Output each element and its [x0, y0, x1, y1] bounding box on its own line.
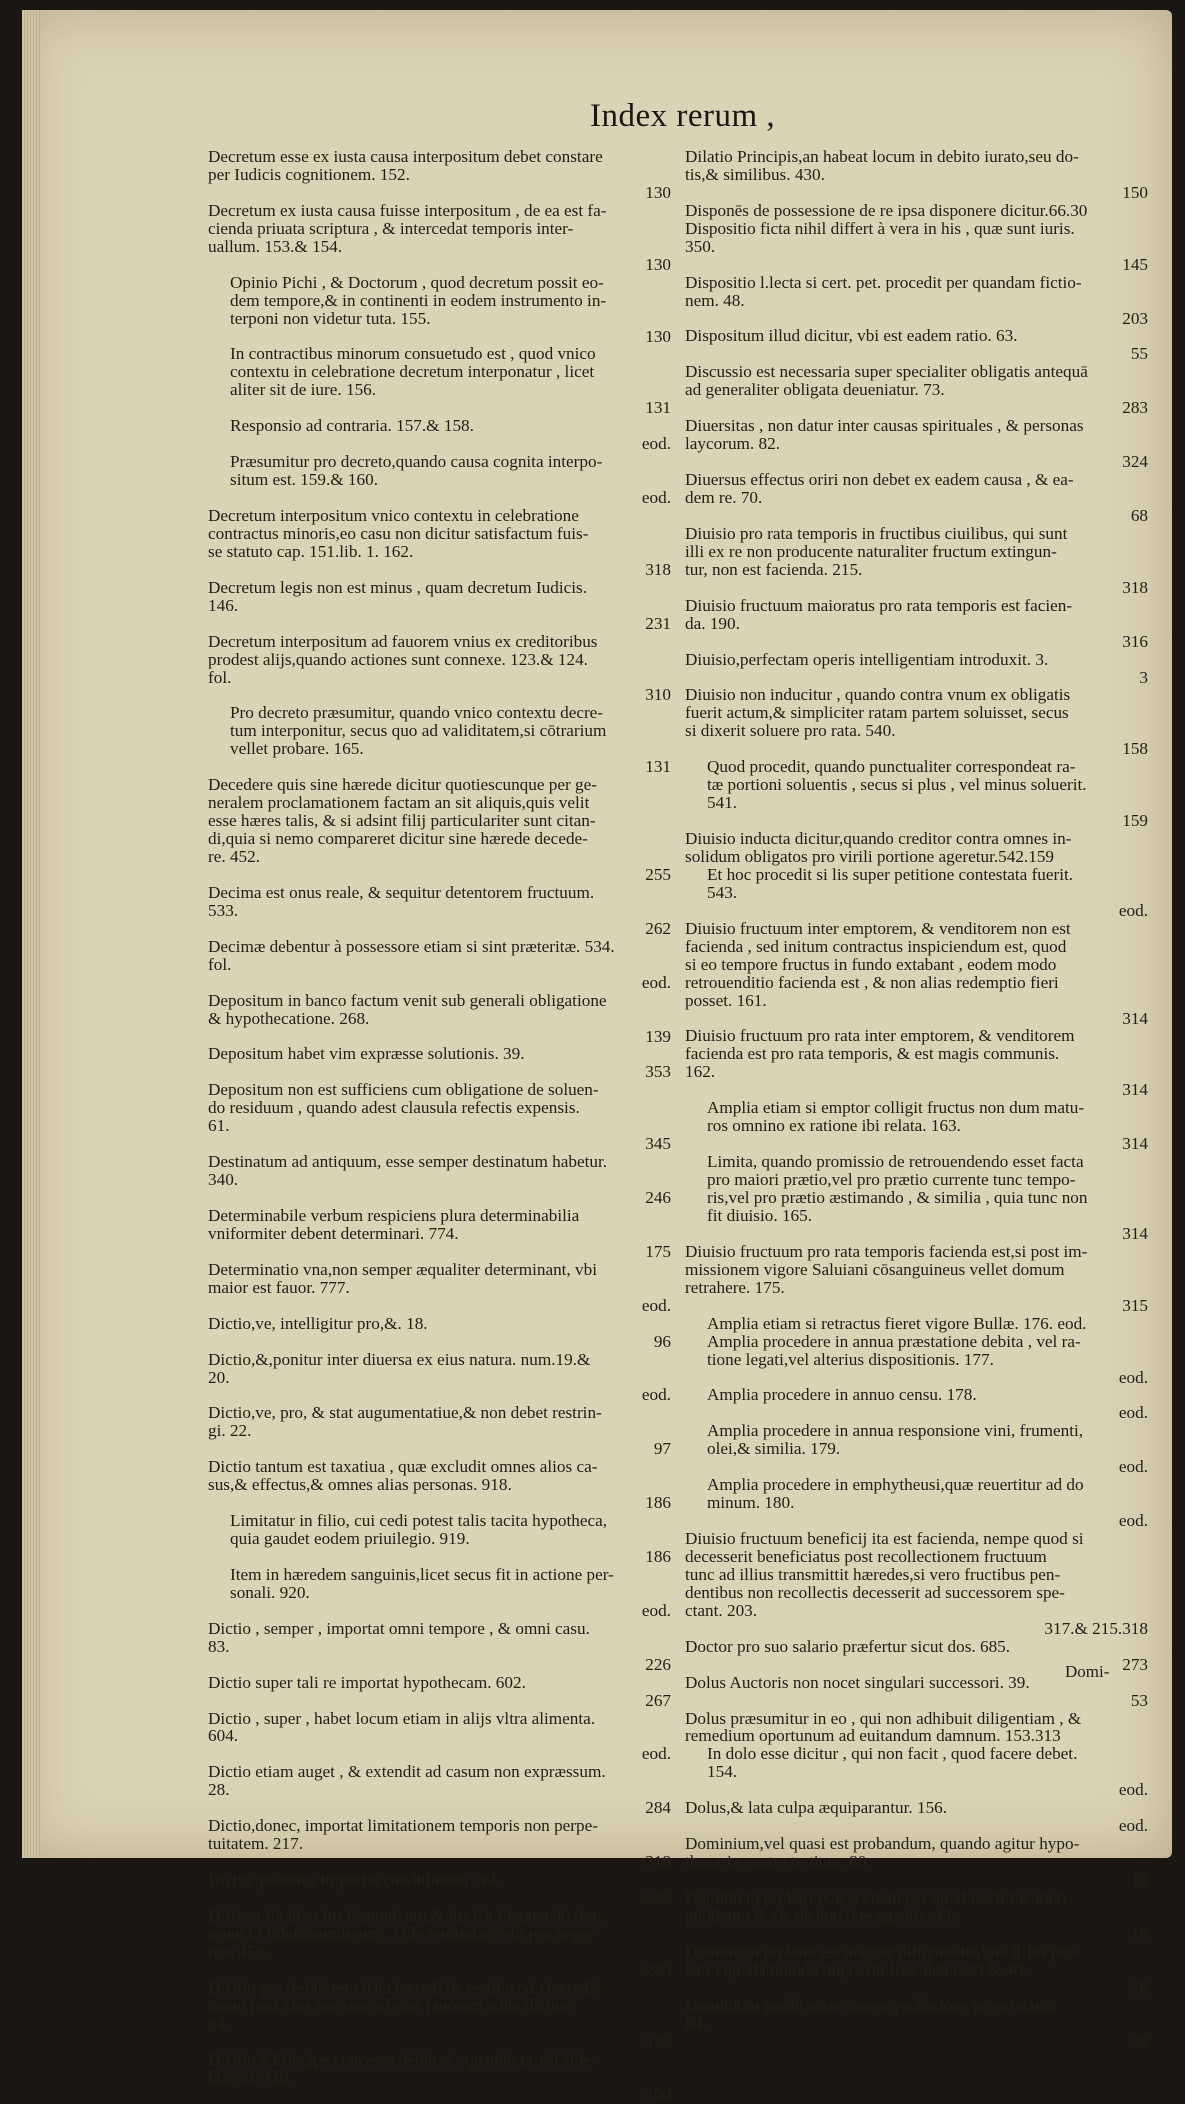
index-entry — [208, 1674, 671, 1710]
page-reference: 286 — [645, 1959, 671, 1979]
entry-line: In dolo esse dicitur , qui non facit , quod facere debet. — [707, 1744, 1078, 1764]
index-entry — [685, 1710, 1148, 1746]
entry-line: Dilatio Principis,an habeat locum in debito iurato,seu do- — [685, 147, 1079, 166]
page-reference: 314 — [1122, 1134, 1148, 1154]
page-reference: 186 — [645, 1546, 671, 1566]
index-entry — [685, 202, 1148, 220]
page-reference: 159 — [1122, 811, 1148, 831]
index-entry — [685, 866, 1148, 920]
entry-line: dentibus non recollectis decesserit ad successorem spe- — [685, 1582, 1065, 1602]
index-entry — [685, 363, 1148, 417]
page-reference: 39 — [1130, 2031, 1148, 2051]
entry-line: Destinatum ad antiquum, esse semper destinatum habetur. — [208, 1152, 608, 1172]
entry-line: vellet probare. 165. — [230, 739, 364, 759]
index-entry — [208, 1566, 671, 1620]
entry-line: olei,& similia. 179. — [707, 1439, 841, 1459]
entry-line: Diuisio fructuum inter emptorem, & venditorem non est — [685, 918, 1071, 938]
entry-line: 533. — [208, 900, 239, 920]
entry-line: Diuisio pro rata temporis in fructibus ciuilibus, qui sunt — [685, 523, 1068, 543]
entry-line: Dictio,donec, importat limitationem temporis non perpe- — [208, 1816, 598, 1836]
page-reference: 145 — [1122, 254, 1148, 274]
entry-line: Dictio quatenus importat conditionem. 40. — [208, 1870, 500, 1890]
entry-line: si dixerit soluere pro rata. 540. — [685, 721, 896, 741]
entry-line: Diuisio fructuum pro rata inter emptorem, & venditorem — [685, 1026, 1075, 1046]
entry-line: 543. — [707, 882, 738, 902]
entry-line: Dispositio ficta nihil differt à vera in his , quæ sunt iuris. — [685, 218, 1075, 238]
entry-line: Item in hæredem sanguinis,licet secus fit in actione per- — [230, 1564, 614, 1584]
page-reference: eod. — [641, 1744, 671, 1764]
page-reference: 55 — [1130, 344, 1148, 364]
right-index-column — [685, 148, 1148, 2051]
page-reference: 267 — [645, 1690, 671, 1710]
entry-line: Decimæ debentur à possessore etiam si sint præteritæ. 534. — [208, 936, 615, 956]
entry-line: tunc ad illius transmittit hæredes,si vero fructibus pen- — [685, 1564, 1061, 1584]
index-entry — [685, 1476, 1148, 1530]
entry-line: neralem proclamationem factam an sit aliquis,quis velit — [208, 793, 590, 813]
page-reference: eod. — [641, 488, 671, 508]
index-entry — [685, 1027, 1148, 1099]
index-entry — [208, 992, 671, 1046]
index-entry — [685, 220, 1148, 274]
entry-line: Diuisio,perfectam operis intelligentiam introduxit. 3. — [685, 649, 1049, 669]
page-reference: eod. — [641, 434, 671, 454]
entry-line: pro maiori prætio,vel pro prætio currente tunc tempo- — [707, 1170, 1076, 1190]
index-entry — [685, 1799, 1148, 1835]
entry-line: ctant. 203. — [685, 1600, 758, 1620]
entry-line: gi. 22. — [208, 1421, 252, 1441]
entry-line: fol. — [208, 667, 232, 687]
index-entry — [208, 148, 671, 202]
entry-line: quia gaudet eodem priuilegio. 919. — [230, 1529, 470, 1549]
entry-line: remedium oportunum ad euitandum damnum. 153.313 — [685, 1726, 1061, 1746]
entry-line: Dolus præsumitur in eo , qui non adhibuit diligentiam , & — [685, 1708, 1082, 1728]
entry-line: Et hoc procedit si lis super petitione contestata fuerit. — [707, 864, 1074, 884]
index-entry — [685, 920, 1148, 1028]
entry-line: Diuisio fructuum pro rata temporis facienda est,si post im- — [685, 1241, 1088, 1261]
index-entry — [208, 453, 671, 507]
entry-line: 340. — [208, 1170, 239, 1190]
page-reference: 150 — [1122, 182, 1148, 202]
page-reference: 246 — [645, 1188, 671, 1208]
index-entry — [208, 1458, 671, 1512]
page-reference: 314 — [1122, 1223, 1148, 1243]
entry-line: solidum obligatos pro virili portione ageretur.542.159 — [685, 846, 1055, 866]
index-entry — [685, 525, 1148, 597]
page-reference: 53 — [1130, 1690, 1148, 1710]
entry-line: Limitatur in filio, cui cedi potest talis tacita hypotheca, — [230, 1511, 608, 1531]
index-entry — [685, 1243, 1148, 1315]
page-reference: 139 — [645, 1026, 671, 1046]
entry-line: tur, non est facienda. 215. — [685, 559, 863, 579]
index-entry — [208, 2051, 671, 2104]
entry-line: Decretum esse ex iusta causa interpositum debet constare — [208, 147, 603, 166]
entry-line: 146. — [208, 595, 239, 615]
index-entry — [208, 704, 671, 776]
entry-line: Dilatio à Principe concessa debitori , quando prosit fide- — [208, 2049, 597, 2069]
page-edges — [22, 10, 40, 1858]
index-entry — [685, 471, 1148, 525]
index-entry — [685, 1530, 1148, 1638]
entry-line: 61. — [208, 1116, 230, 1136]
entry-line: Dictio etiam auget , & extendit ad casum non expræssum. — [208, 1762, 606, 1782]
page-reference: 273 — [1122, 1654, 1148, 1674]
page-reference: 186 — [645, 1493, 671, 1513]
entry-line: uallum. 153.& 154. — [208, 236, 343, 256]
entry-line: Dictio,ve, intelligitur pro,&. 18. — [208, 1313, 428, 1333]
entry-line: sonali. 920. — [230, 1582, 310, 1602]
entry-line: se statuto cap. 151.lib. 1. 162. — [208, 541, 414, 561]
entry-line: 28. — [208, 1780, 230, 1800]
page-reference: eod. — [641, 972, 671, 992]
page-reference: 284 — [645, 1798, 671, 1818]
page-reference: 203 — [1122, 308, 1148, 328]
index-entry — [685, 327, 1148, 363]
entry-line: missionem vigore Saluiani cōsanguineus vellet domum — [685, 1259, 1065, 1279]
entry-line: In contractibus minorum consuetudo est , quod vnico — [230, 344, 596, 364]
index-entry — [685, 1943, 1148, 1997]
index-entry — [208, 1081, 671, 1153]
entry-line: Doctor pro suo salario præfertur sicut dos. 685. — [685, 1636, 1011, 1656]
entry-line: terponi non videtur tuta. 155. — [230, 308, 431, 328]
left-index-column — [208, 148, 671, 2104]
entry-line: re. 452. — [208, 847, 261, 867]
index-entry — [685, 651, 1148, 687]
entry-line: Diuisio fructuum maioratus pro rata temporis est facien- — [685, 595, 1073, 615]
entry-line: Depositum in banco factum venit sub generali obligatione — [208, 990, 607, 1010]
entry-line: laycorum. 82. — [685, 434, 780, 454]
page-header: Index rerum , — [590, 98, 776, 134]
index-entry — [685, 597, 1148, 651]
page-reference: 325 — [645, 1887, 671, 1907]
page-reference: 68 — [1130, 505, 1148, 525]
entry-line: retrouenditio facienda est , & non alias redemptio fieri — [685, 972, 1059, 992]
entry-line: do residuum , quando adest clausula refectis expensis. — [208, 1098, 580, 1118]
entry-line: 162. — [685, 1062, 716, 1082]
entry-line: Amplia procedere in annuo censu. 178. — [707, 1385, 977, 1405]
index-entry — [208, 1710, 671, 1764]
entry-line: tis,& similibus. 430. — [685, 164, 825, 184]
entry-line: facienda , sed initum contractus inspiciendum est, quod — [685, 936, 1067, 956]
page-reference: 324 — [1122, 452, 1148, 472]
index-entry — [208, 1261, 671, 1315]
index-entry — [685, 1889, 1148, 1943]
index-entry — [208, 1404, 671, 1458]
entry-line: Diuisio inducta dicitur,quando creditor contra omnes in- — [685, 829, 1072, 849]
page-reference: 318 — [645, 559, 671, 579]
entry-line: seunt in fideicommissum , vide remissiue, vbi pro nega- — [208, 1923, 594, 1943]
entry-line: Quod procedit, quando punctualiter correspondeat ra- — [707, 757, 1076, 777]
page-reference: 262 — [645, 918, 671, 938]
index-entry — [208, 1351, 671, 1405]
entry-line: prodest alijs,quando actiones sunt connexe. 123.& 124. — [208, 649, 588, 669]
entry-line: Dilatio per testatorem data hæredi de restituendo hæredi- — [208, 1977, 600, 1997]
page-reference: 97 — [653, 1439, 671, 1459]
index-entry — [208, 1153, 671, 1207]
entry-line: decesserit beneficiatus post recollectionem fructuum — [685, 1547, 1047, 1566]
entry-line: Determinatio vna,non semper æqualiter determinant, vbi — [208, 1259, 597, 1279]
entry-line: maior est fauor. 777. — [208, 1277, 350, 1297]
index-entry — [685, 686, 1148, 758]
entry-line: Responsio ad contraria. 157.& 158. — [230, 416, 474, 436]
page-reference: eod. — [1118, 1780, 1148, 1800]
page-reference: eod. — [1118, 1367, 1148, 1387]
index-entry — [208, 1620, 671, 1674]
index-entry — [685, 148, 1148, 202]
entry-line: tæ portioni soluentis , secus si plus , vel minus soluerit. — [707, 775, 1087, 795]
page-reference: eod. — [1118, 1816, 1148, 1836]
index-entry — [685, 1333, 1148, 1387]
page-reference: 125 — [645, 2031, 671, 2051]
entry-line: tatem post eius mortem ad eius fauorem adita dicitur. — [208, 1995, 574, 2015]
entry-line: situm est. 159.& 160. — [230, 470, 379, 490]
entry-line: 20. — [208, 1367, 230, 1387]
page-reference: 314 — [1122, 1008, 1148, 1028]
entry-line: Amplia procedere in annua præstatione debita , vel ra- — [707, 1331, 1081, 1351]
index-entry — [208, 1315, 671, 1351]
entry-line: Dispositum illud dicitur, vbi est eadem ratio. 63. — [685, 326, 1018, 346]
page-reference: 314 — [1122, 1080, 1148, 1100]
page-reference: 13 — [1130, 1870, 1148, 1890]
entry-line: tione legati,vel alterius dispositionis. 177. — [707, 1349, 994, 1369]
index-entry — [208, 1763, 671, 1817]
index-entry — [685, 1315, 1148, 1333]
entry-line: tum interponitur, secus quo ad validitatem,si cōtrarium — [230, 721, 607, 741]
page-reference: 28 — [1130, 1977, 1148, 1997]
entry-line: Amplia etiam si retractus fieret vigore Bullæ. 176. eod. — [707, 1313, 1087, 1333]
entry-line: Dominium probare est magnæ difficultatis,imò illius pro- — [685, 1941, 1080, 1961]
entry-line: publicum,& sic de non iure agentis. 43. — [685, 1905, 956, 1925]
index-entry — [685, 1997, 1148, 2051]
entry-line: si eo tempore fructus in fundo extabant , eodem modo — [685, 954, 1057, 974]
index-entry — [208, 776, 671, 884]
entry-line: Discussio est necessaria super specialiter obligatis antequā — [685, 362, 1088, 382]
entry-line: di,quia si nemo compareret dicitur sine hærede decede- — [208, 829, 588, 849]
entry-line: ris,vel pro prætio æstimando , & similia , quia tunc non — [707, 1188, 1088, 1208]
entry-line: fol. — [208, 954, 232, 974]
entry-line: Amplia etiam si emptor colligit fructus non dum matu- — [707, 1098, 1085, 1118]
page-reference: 231 — [645, 613, 671, 633]
index-entry — [208, 1045, 671, 1081]
page-reference: 345 — [645, 1134, 671, 1154]
index-entry — [208, 345, 671, 417]
entry-line: Dictio , super , habet locum etiam in alijs vltra alimenta. — [208, 1708, 596, 1728]
entry-line: esse hæres talis, & si adsint filij particulariter sunt citan- — [208, 811, 596, 831]
entry-line: Amplia procedere in emphytheusi,quæ reuertitur ad do — [707, 1475, 1084, 1495]
entry-line: Præsumitur pro decreto,quando causa cognita interpo- — [230, 452, 603, 472]
entry-line: 154. — [707, 1762, 738, 1782]
entry-line: minum. 180. — [707, 1493, 795, 1513]
page-reference: eod. — [641, 1385, 671, 1405]
index-entry — [208, 202, 671, 274]
index-entry — [685, 758, 1148, 830]
entry-line: ad generaliter obligata deueniatur. 73. — [685, 380, 945, 400]
page-reference: eod. — [1118, 1511, 1148, 1531]
entry-line: Amplia procedere in annua responsione vini, frumenti, — [707, 1421, 1084, 1441]
page-reference: 158 — [1122, 739, 1148, 759]
entry-line: da. 190. — [685, 613, 740, 633]
entry-line: Decretum interpositum vnico contextu in celebratione — [208, 505, 579, 525]
entry-line: tiua 459. — [208, 1941, 269, 1961]
entry-line: Determinabile verbum respiciens plura determinabilia — [208, 1205, 580, 1225]
entry-line: Opinio Pichi , & Doctorum , quod decretum possit eo- — [230, 272, 604, 292]
entry-line: retrahere. 175. — [685, 1277, 785, 1297]
index-entry — [685, 1422, 1148, 1476]
entry-line: Decretum interpositum ad fauorem vnius ex creditoribus — [208, 631, 598, 651]
entry-line: 350. — [685, 236, 716, 256]
entry-line: Decretum ex iusta causa fuisse interpositum , de ea est fa- — [208, 200, 607, 220]
index-entry — [685, 274, 1148, 328]
index-entry — [685, 417, 1148, 471]
entry-line: contextu in celebratione decretum interponatur , licet — [230, 362, 595, 382]
entry-line: aliter sit de iure. 156. — [230, 380, 377, 400]
entry-line: Depositum habet vim expræsse solutionis. 39. — [208, 1044, 525, 1064]
page-reference: 226 — [645, 1654, 671, 1674]
entry-line: 94. — [208, 2013, 230, 2033]
entry-line: dem tempore,& in continenti in eodem instrumento in- — [230, 290, 607, 310]
index-entry — [208, 1907, 671, 1979]
entry-line: Dominium probari potest etiam per aliud instrumentum — [685, 1888, 1066, 1908]
entry-line: & hypothecatione. 268. — [208, 1008, 370, 1028]
entry-line: 83. — [208, 1636, 230, 1656]
entry-line: fuerit actum,& simpliciter ratam partem soluisset, secus — [685, 703, 1069, 723]
entry-line: dem re. 70. — [685, 488, 763, 508]
entry-line: per Iudicis cognitionem. 152. — [208, 164, 410, 184]
page-reference: 3 — [1139, 667, 1148, 687]
entry-line: Diuisio non inducitur , quando contra vnum ex obligatis — [685, 685, 1071, 705]
entry-line: Disponēs de possessione de re ipsa disponere dicitur.66.30 — [685, 200, 1088, 220]
entry-line: Dictio , semper , importat omni tempore , & omni casu. — [208, 1618, 590, 1638]
page-reference: 130 — [645, 254, 671, 274]
page-reference: 316 — [1122, 631, 1148, 651]
page-reference: eod. — [1118, 1403, 1148, 1423]
entry-line: Dictio super tali re importat hypothecam. 602. — [208, 1672, 526, 1692]
entry-line: Differentia inter ius Canonicum,& ius Ciuile,quando tran — [208, 1905, 602, 1925]
entry-line: Dominium perdit actor carens probatione proprietatis. — [685, 1995, 1056, 2015]
page-reference: eod. — [1118, 900, 1148, 920]
entry-line: posset. 161. — [685, 990, 767, 1010]
index-entry — [685, 1099, 1148, 1153]
page-reference: eod. — [641, 1295, 671, 1315]
index-entry — [208, 633, 671, 705]
index-entry — [208, 938, 671, 992]
entry-line: Dispositio l.lecta si cert. pet. procedit per quandam fictio- — [685, 272, 1082, 292]
index-entry — [685, 1835, 1148, 1889]
entry-line: Depositum non est sufficiens cum obligatione de soluen- — [208, 1080, 599, 1100]
index-entry — [685, 1745, 1148, 1799]
index-entry — [208, 417, 671, 453]
page-reference: 130 — [645, 182, 671, 202]
entry-line: Dolus,& lata culpa æquiparantur. 156. — [685, 1798, 948, 1818]
page-reference: 131 — [645, 398, 671, 418]
entry-line: ros omnino ex ratione ibi relata. 163. — [707, 1116, 961, 1136]
entry-line: batio quodammodo impossibilis videtur. 29.& 40. — [685, 1959, 1027, 1979]
page-reference: eod. — [1118, 1457, 1148, 1477]
index-entry — [208, 1512, 671, 1566]
entry-line: nem. 48. — [685, 290, 745, 310]
entry-line: Decedere quis sine hærede dicitur quotiescunque per ge- — [208, 775, 597, 795]
index-entry — [685, 830, 1148, 866]
page-reference: 318 — [645, 1852, 671, 1872]
entry-line: illi ex re non producente naturaliter fructum extingun- — [685, 541, 1057, 561]
page-reference: 130 — [645, 326, 671, 346]
entry-line: Diuersitas , non datur inter causas spirituales , & personas — [685, 416, 1084, 436]
page-reference: 315 — [1122, 1295, 1148, 1315]
catchword: Domi- — [1065, 1662, 1110, 1681]
entry-line: contractus minoris,eo casu non dicitur satisfactum fuis- — [208, 523, 589, 543]
entry-line: Dolus Auctoris non nocet singulari successori. 39. — [685, 1672, 1030, 1692]
entry-line: iussori. 429. — [208, 2067, 293, 2087]
entry-line: facienda est pro rata temporis, & est magis communis. — [685, 1044, 1060, 1064]
page-reference: 317.& 215.318 — [1044, 1618, 1148, 1638]
entry-line: Dictio tantum est taxatiua , quæ excludit omnes alios ca- — [208, 1457, 598, 1477]
entry-line: fit diuisio. 165. — [707, 1205, 813, 1225]
entry-line: Dominium,vel quasi est probandum, quando agitur hypo- — [685, 1834, 1080, 1854]
page-reference: eod. — [641, 1600, 671, 1620]
entry-line: 541. — [707, 793, 738, 813]
entry-line: 604. — [208, 1726, 239, 1746]
entry-line: vniformiter debent determinari. 774. — [208, 1223, 459, 1243]
page-reference: 175 — [645, 1241, 671, 1261]
index-entry — [208, 1817, 671, 1871]
page-reference: 283 — [1122, 398, 1148, 418]
page-reference: 131 — [645, 757, 671, 777]
index-entry — [208, 1207, 671, 1261]
entry-line: Limita, quando promissio de retrouendendo esset facta — [707, 1152, 1084, 1172]
entry-line: thecaria contra tertium. 80. — [685, 1852, 871, 1872]
page-reference: 310 — [645, 685, 671, 705]
page-reference: 255 — [645, 864, 671, 884]
entry-line: Dictio,&,ponitur inter diuersa ex eius natura. num.19.& — [208, 1349, 591, 1369]
page-reference: 150 — [645, 2085, 671, 2104]
page-reference: 18 — [1130, 1923, 1148, 1943]
entry-line: sus,& effectus,& omnes alias personas. 918. — [208, 1475, 512, 1495]
index-entry — [208, 507, 671, 579]
index-entry — [208, 579, 671, 633]
entry-line: 64. — [685, 2013, 707, 2033]
entry-line: Diuisio fructuum beneficij ita est facienda, nempe quod si — [685, 1529, 1084, 1549]
index-entry — [208, 884, 671, 938]
page-reference: 318 — [1122, 577, 1148, 597]
index-entry — [685, 1386, 1148, 1422]
entry-line: Decima est onus reale, & sequitur detentorem fructuum. — [208, 882, 595, 902]
index-entry — [685, 1153, 1148, 1243]
entry-line: Decretum legis non est minus , quam decretum Iudicis. — [208, 577, 587, 597]
entry-line: cienda priuata scriptura , & intercedat temporis inter- — [208, 218, 574, 238]
index-entry — [208, 1871, 671, 1907]
page-reference: 353 — [645, 1062, 671, 1082]
entry-line: Pro decreto præsumitur, quando vnico contextu decre- — [230, 703, 604, 723]
page-reference: 96 — [653, 1331, 671, 1351]
entry-line: Diuersus effectus oriri non debet ex eadem causa , & ea- — [685, 470, 1074, 490]
index-entry — [208, 1979, 671, 2051]
index-entry — [208, 274, 671, 346]
entry-line: Dictio,ve, pro, & stat augumentatiue,& non debet restrin- — [208, 1403, 602, 1423]
entry-line: tuitatem. 217. — [208, 1834, 303, 1854]
